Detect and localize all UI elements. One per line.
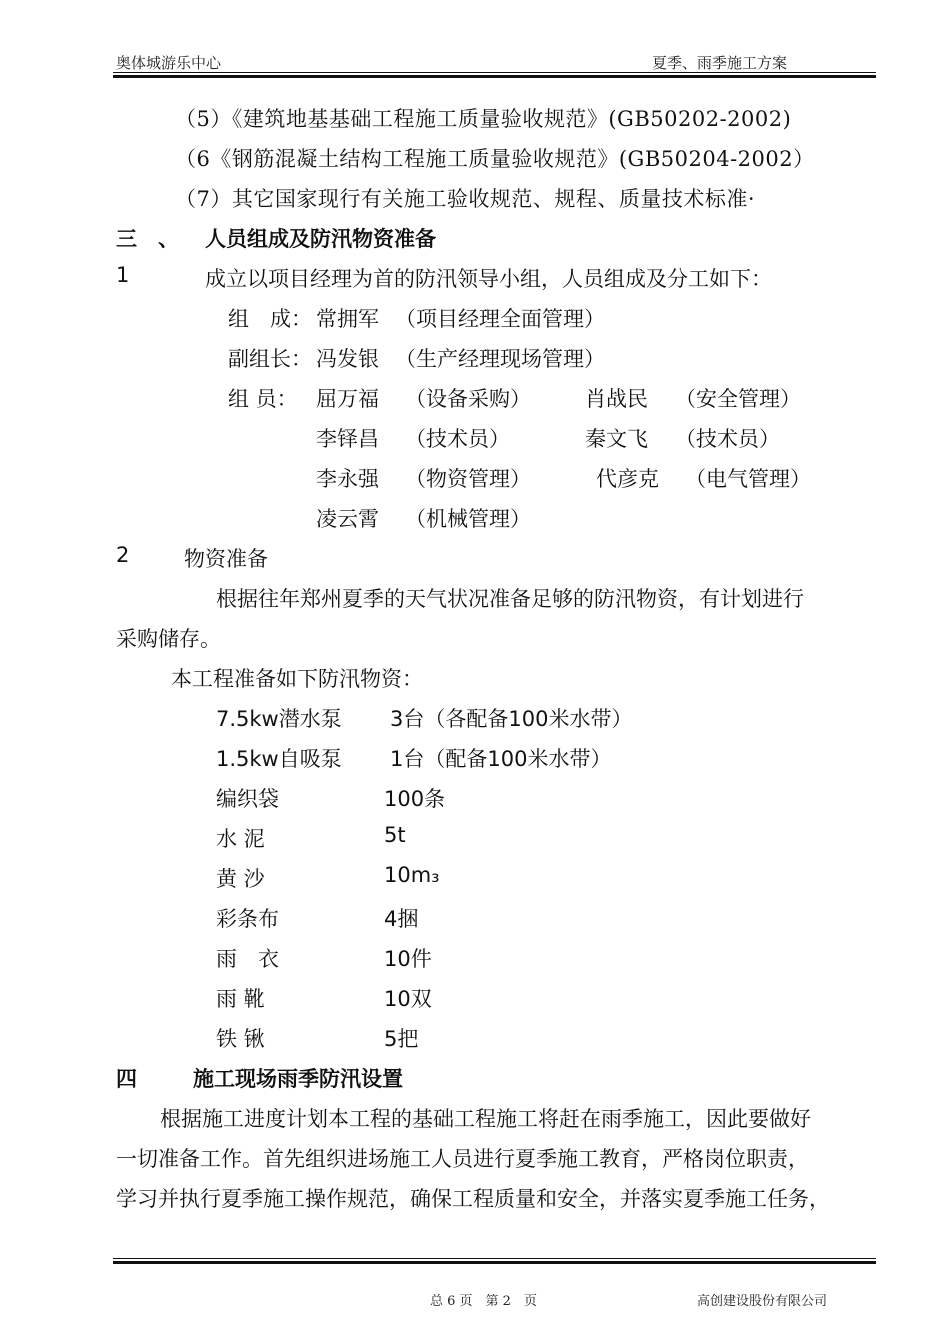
section-4-paragraph-line: 学习并执行夏季施工操作规范，确保工程质量和安全，并落实夏季施工任务，	[116, 1187, 830, 1211]
footer-company: 高创建设股份有限公司	[697, 1294, 828, 1309]
member-name: 秦文飞	[585, 427, 648, 451]
material-quantity: 10双	[384, 987, 432, 1011]
member-name: 李永强	[316, 467, 379, 491]
material-name: 编织袋	[216, 787, 279, 811]
material-name: 黄 沙	[216, 867, 265, 891]
standard-item-5: （5）《建筑地基基础工程施工质量验收规范》(GB50202-2002)	[175, 107, 792, 131]
leader-duty: （项目经理全面管理）	[395, 307, 605, 331]
member-name: 肖战民	[585, 387, 648, 411]
section-4-paragraph-line: 一切准备工作。首先组织进场施工人员进行夏季施工教育，严格岗位职责，	[116, 1147, 809, 1171]
material-name: 雨 衣	[216, 947, 279, 971]
header-document-title: 夏季、雨季施工方案	[652, 54, 788, 72]
standard-item-6: （6《钢筋混凝土结构工程施工质量验收规范》(GB50204-2002）	[175, 147, 815, 171]
section-4-number: 四	[116, 1067, 137, 1091]
material-name: 1.5kw自吸泵	[216, 747, 342, 771]
material-quantity: 5t	[384, 823, 406, 847]
material-name: 水 泥	[216, 827, 265, 851]
material-name: 铁 锹	[216, 1027, 265, 1051]
material-quantity: 100条	[384, 787, 446, 811]
material-name: 7.5kw潜水泵	[216, 707, 342, 731]
member-duty: （机械管理）	[405, 507, 531, 531]
item-2-paragraph-line-2: 采购储存。	[116, 627, 221, 651]
member-duty: （技术员）	[675, 427, 780, 451]
member-duty: （安全管理）	[675, 387, 801, 411]
standard-item-7: （7）其它国家现行有关施工验收规范、规程、质量技术标准·	[175, 187, 756, 211]
material-name: 雨 靴	[216, 987, 265, 1011]
material-name: 彩条布	[216, 907, 279, 931]
header-rule-thin	[113, 72, 876, 73]
deputy-role: 副组长：	[228, 347, 312, 371]
deputy-name: 冯发银	[316, 347, 379, 371]
material-quantity: 4捆	[384, 907, 419, 931]
section-4-title: 施工现场雨季防汛设置	[193, 1067, 403, 1091]
member-name: 李铎昌	[316, 427, 379, 451]
section-3-title: 人员组成及防汛物资准备	[205, 227, 436, 251]
footer-rule-thick	[113, 1261, 876, 1264]
material-quantity: 1台（配备100米水带）	[390, 747, 612, 771]
header-rule-thick	[113, 75, 876, 78]
leader-role: 组 成：	[228, 307, 312, 331]
leader-name: 常拥军	[316, 307, 379, 331]
deputy-duty: （生产经理现场管理）	[395, 347, 605, 371]
item-2-title: 物资准备	[184, 547, 268, 571]
material-quantity: 5把	[384, 1027, 419, 1051]
member-duty: （电气管理）	[685, 467, 811, 491]
material-quantity: 10m₃	[384, 863, 440, 887]
member-name: 代彦克	[596, 467, 659, 491]
member-name: 屈万福	[316, 387, 379, 411]
member-duty: （技术员）	[405, 427, 510, 451]
materials-intro: 本工程准备如下防汛物资：	[171, 667, 423, 691]
material-quantity: 10件	[384, 947, 432, 971]
item-2-number: 2	[116, 543, 130, 567]
members-label: 组 员：	[228, 387, 298, 411]
footer-page-number: 总 6 页 第 2 页	[430, 1294, 537, 1309]
section-4-paragraph-line: 根据施工进度计划本工程的基础工程施工将赶在雨季施工，因此要做好	[160, 1107, 811, 1131]
item-1-number: 1	[116, 263, 130, 287]
member-duty: （设备采购）	[405, 387, 531, 411]
member-duty: （物资管理）	[405, 467, 531, 491]
section-3-number: 三 、	[116, 227, 179, 251]
member-name: 凌云霄	[316, 507, 379, 531]
item-1-text: 成立以项目经理为首的防汛领导小组，人员组成及分工如下：	[205, 267, 772, 291]
footer-rule-thin	[113, 1258, 876, 1259]
header-project-name: 奥体城游乐中心	[116, 54, 222, 72]
material-quantity: 3台（各配备100米水带）	[390, 707, 633, 731]
item-2-paragraph-line-1: 根据往年郑州夏季的天气状况准备足够的防汛物资，有计划进行	[216, 587, 804, 611]
